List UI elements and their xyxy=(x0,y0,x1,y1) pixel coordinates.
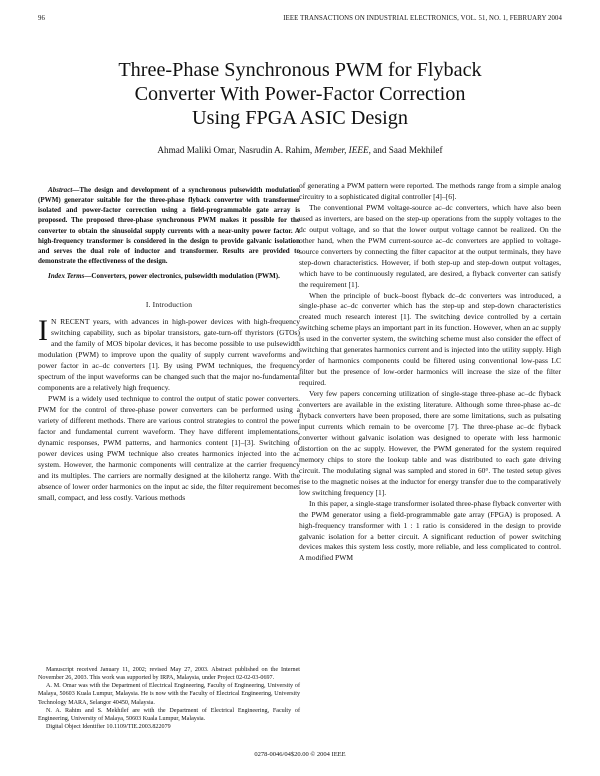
footnote-block xyxy=(38,666,300,731)
title-line-2: Converter With Power-Factor Correction xyxy=(134,83,466,105)
abstract-text: —The design and development of a synchronous pulsewidth modulation (PWM) generator suitable for the three-phase flyback converter with transformer isolated and power-factor correction using a field-programmable gate array is proposed. The proposed three-phase synchronous PWM makes it possible for the converter to obtain the sinusoidal supply currents with a near-unity power factor. A high-frequency transformer is considered in the design to provide galvanic isolation and serves the dual role of inductor and transformer. Results are provided to demonstrate the effectiveness of the design. xyxy=(38,186,300,266)
copyright-footer: 0278-0046/04$20.00 © 2004 IEEE xyxy=(254,751,346,758)
abstract-label: Abstract xyxy=(48,186,73,194)
right-paragraph-5: In this paper, a single-stage transformer isolated three-phase flyback converter with the PWM generator using a field-programmable gate array (FPGA) is proposed. A high-frequency transformer with 1 : 1 ratio is considered in the design to provide galvanic isolation for a better circuit. A significant reduction of power switching devices makes this system less costly, more reliable, and less complicated to control. A modified PWM xyxy=(299,498,561,563)
title-line-3: Using FPGA ASIC Design xyxy=(192,107,408,129)
title-line-1: Three-Phase Synchronous PWM for Flyback xyxy=(118,59,482,81)
right-paragraph-2: The conventional PWM voltage-source ac–dc converters, which have also been used as inverters, are based on the step-up operations from the supply voltages to the dc output voltage, and so that the lower output voltage cannot be realized. On the other hand, when the PWM current-source ac–dc converters are applied to voltage-source converters by connecting the filter capacitor at the output terminals, they have step-down characteristics. However, if both step-up and step-down output voltages, which have to be continuously regulated, are desired, a flyback converter can satisfy the requirement [1]. xyxy=(299,202,561,289)
intro-paragraph-2: PWM is a widely used technique to control the output of static power converters. PWM for the control of three-phase power converters can be performed using a variety of different methods. There are various control strategies to control the power factor and fundamental current waveform. They have different implementations, dynamic responses, PWM patterns, and harmonics content [1]–[3]. Switching of power devices using PWM technique also creates harmonics injected into the ac system. However, the harmonic components will centralize at the carrier frequency and its multiples. The carriers are normally designed at the kilohertz range. With the absence of lower order harmonics on the input ac side, the filter requirement becomes small, compact, and less costly. Various methods xyxy=(38,394,300,502)
author-list xyxy=(40,145,560,155)
index-terms xyxy=(38,271,300,281)
footnote-authors-rahim-mekhilef: N. A. Rahim and S. Mekhilef are with the Department of Electrical Engineering, Faculty of Engineering, University of Malaya, 50603 Kuala Lumpur, Malaysia. xyxy=(38,707,300,722)
intro-paragraph-1 xyxy=(38,314,300,394)
abstract xyxy=(38,185,300,266)
drop-cap: I xyxy=(38,314,48,348)
journal-name: IEEE TRANSACTIONS ON INDUSTRIAL ELECTRONICS, VOL. 51, NO. 1, FEBRUARY 2004 xyxy=(283,15,562,22)
authors-part-2: and Saad Mekhilef xyxy=(370,145,443,155)
paper-title xyxy=(40,58,560,130)
index-terms-text: —Converters, power electronics, pulsewidth modulation (PWM). xyxy=(84,272,280,281)
running-header xyxy=(38,15,562,27)
page-number: 96 xyxy=(38,15,45,22)
right-paragraph-3: When the principle of buck–boost flyback dc–dc converters was introduced, a single-phase ac–dc converter which has the step-up and step-down characteristics created much research interest [1]. The switching device controlled by a certain switching scheme plays an important part in its function. However, when an ac supply is used in the converter system, the switching scheme must also consider the effect of switching that generates harmonics current and is injected into the utility supply. High order of harmonics components could be filtered using conventional low-pass LC filter but the presence of low-order harmonics will increase the size of the filter required. xyxy=(299,290,561,388)
right-paragraph-1: of generating a PWM pattern were reported. The methods range from a simple analog circuitry to a sophisticated digital controller [4]–[6]. xyxy=(299,181,561,201)
footnote-manuscript: Manuscript received January 11, 2002; revised May 27, 2003. Abstract published on the Internet November 26, 2003. This work was supported by IRPA, Malaysia, under Project 02-02-03-0697. xyxy=(38,667,300,682)
footnote-author-omar: A. M. Omar was with the Department of Electrical Engineering, Faculty of Engineering, University of Malaya, 50603 Kuala Lumpur, Malaysia. He is now with the Faculty of Electrical Engineering, University Technology MARA, Selangor 40450, Malaysia. xyxy=(38,683,300,706)
authors-membership: Member, IEEE, xyxy=(314,145,371,155)
authors-part-1: Ahmad Maliki Omar, Nasrudin A. Rahim, xyxy=(157,145,315,155)
index-terms-label: Index Terms xyxy=(48,272,85,281)
intro-paragraph-1-text: N RECENT years, with advances in high-power devices with high-frequency switching capability, such as bipolar transistors, gate-turn-off thyristors (GTOs) and the family of MOS bipolar devices, it has become possible to use pulsewidth modulation (PWM) to improve upon the quality of supply current waveforms and power factor in ac–dc converters [1]. By using PWM techniques, the frequency spectrum of the input waveforms can be changed such that the major no-fundamental components are a relatively high frequency. xyxy=(38,317,300,393)
right-column xyxy=(299,181,561,564)
left-column xyxy=(38,185,300,504)
footnote-doi: Digital Object Identifier 10.1109/TIE.2003.822079 xyxy=(46,724,171,731)
right-paragraph-4: Very few papers concerning utilization of single-stage three-phase ac–dc flyback converters are available in the existing literature. Although some three-phase ac–dc flyback converters have been proposed, there are some limitations, such as pulsating input currents which remain to be overcome [7]. The three-phase ac–dc flyback converter without galvanic isolation was designed to operate with less harmonic distortion on the ac supply. However, the PWM generated for the system required memory chips to store the lookup table and was distributed to each gate driving circuit. The modulating signal was sampled and stored in 60°. The tested setup gives rise to the magnetic noises at the inductor for energy transfer due to the comparatively low switching frequency [1]. xyxy=(299,389,561,497)
section-heading-introduction: I. Introduction xyxy=(145,300,193,310)
